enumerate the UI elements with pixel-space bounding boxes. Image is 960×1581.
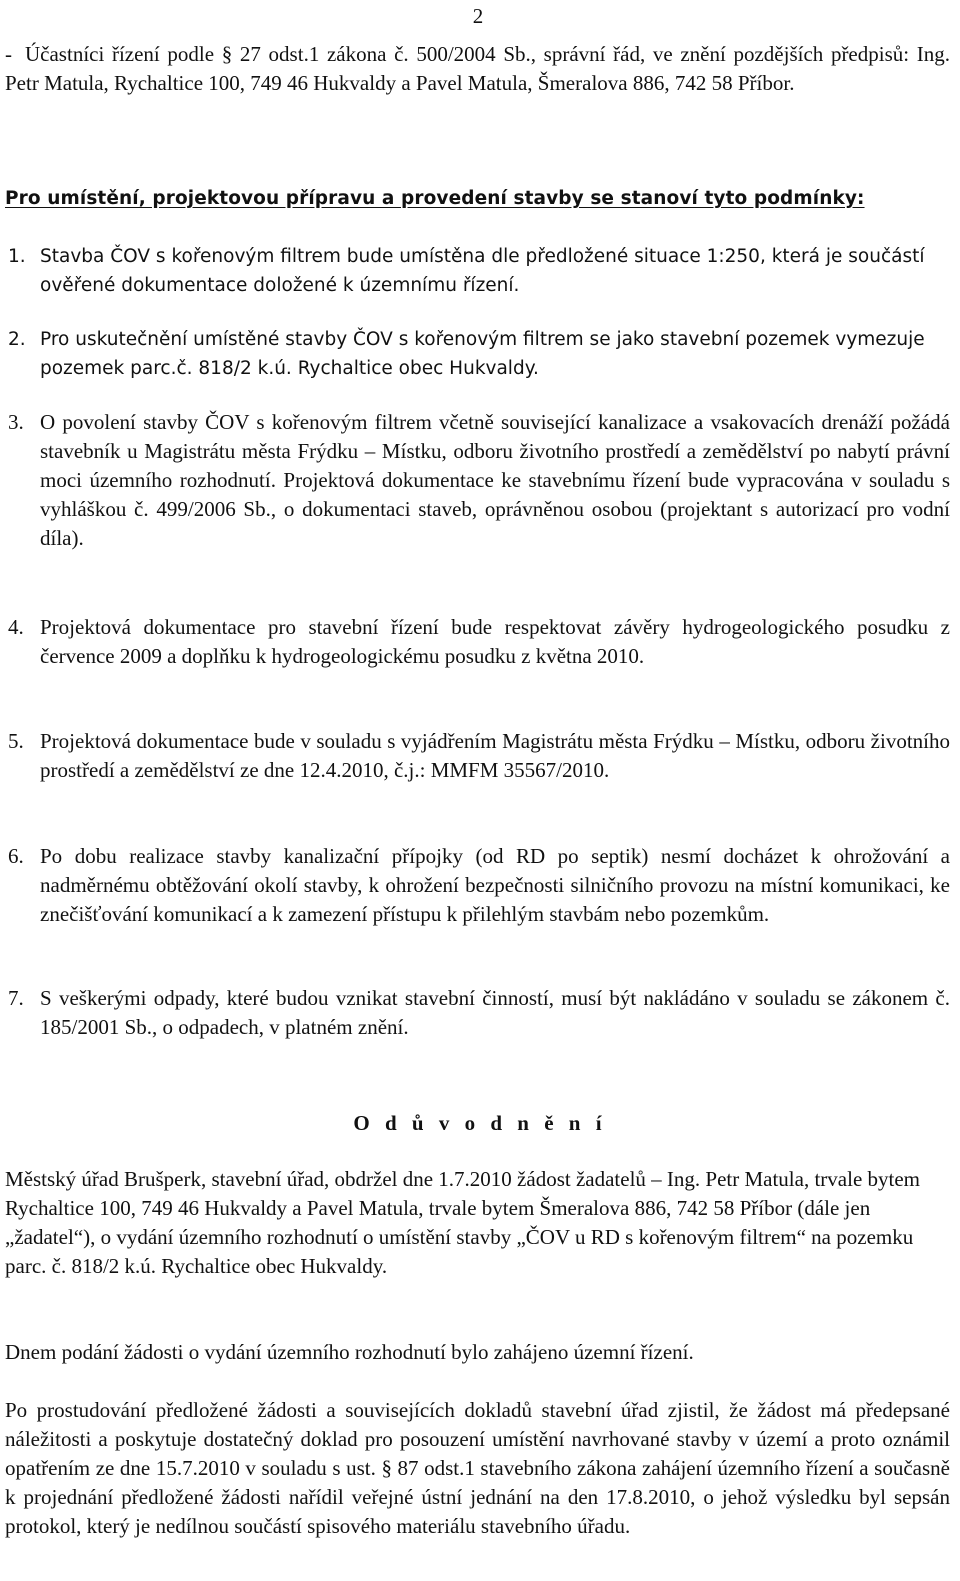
condition-text: Projektová dokumentace pro stavební řízení bude respektovat závěry hydrogeologického posudku z července 2009 a doplňku k hydrogeologickému posudku z května 2010. xyxy=(40,615,950,668)
justification-paragraph-1: Městský úřad Brušperk, stavební úřad, obdržel dne 1.7.2010 žádost žadatelů – Ing. Petr Matula, trvale bytem Rychaltice 100, 749 46 Hukvaldy a Pavel Matula, trvale bytem Šmeralova 886, 742 58 Příbor (dále jen „žadatel“), o vydání územního rozhodnutí o umístění stavby „ČOV u RD s kořenovým filtrem“ na pozemku parc. č. 818/2 k.ú. Rychaltice obec Hukvaldy. xyxy=(5,1167,921,1278)
page-number: 2 xyxy=(472,4,484,28)
condition-text: Pro uskutečnění umístěné stavby ČOV s kořenovým filtrem se jako stavební pozemek vymezuje pozemek parc.č. 818/2 k.ú. Rychaltice obec Hukvaldy. xyxy=(40,329,925,379)
justification-paragraph-2: Dnem podání žádosti o vydání územního rozhodnutí bylo zahájeno územní řízení. xyxy=(5,1340,694,1364)
condition-text: Po dobu realizace stavby kanalizační přípojky (od RD po septik) nesmí docházet k ohrožování a nadměrnému obtěžování okolí stavby, k ohrožení bezpečnosti silničního provozu na místní komunikaci, ke znečišťování komunikací a k zamezení přístupu k přilehlým stavbám nebo pozemkům. xyxy=(40,844,950,926)
participants-paragraph xyxy=(5,40,950,98)
conditions-heading: Pro umístění, projektovou přípravu a provedení stavby se stanoví tyto podmínky: xyxy=(5,188,865,209)
condition-text: O povolení stavby ČOV s kořenovým filtrem včetně související kanalizace a vsakovacích drenáží požádá stavebník u Magistrátu města Frýdku – Místku, odboru životního prostředí a zemědělství po nabytí právní moci územního rozhodnutí. Projektová dokumentace ke stavebnímu řízení bude vypracována v souladu s vyhláškou č. 499/2006 Sb., o dokumentaci staveb, oprávněnou osobou (projektant s autorizací pro vodní díla). xyxy=(40,410,950,550)
condition-number: 2. xyxy=(8,329,26,350)
condition-number: 6. xyxy=(8,844,24,868)
justification-title: O d ů v o d n ě n í xyxy=(353,1111,607,1135)
participants-text: Účastníci řízení podle § 27 odst.1 zákona č. 500/2004 Sb., správní řád, ve znění pozdějších předpisů: Ing. Petr Matula, Rychaltice 100, 749 46 Hukvaldy a Pavel Matula, Šmeralova 886, 742 58 Příbor. xyxy=(5,42,950,95)
condition-number: 7. xyxy=(8,986,24,1010)
condition-text: S veškerými odpady, které budou vznikat stavební činností, musí být nakládáno v souladu se zákonem č. 185/2001 Sb., o odpadech, v platném znění. xyxy=(40,986,950,1039)
condition-item-5 xyxy=(8,727,950,785)
condition-item-3 xyxy=(8,408,950,553)
condition-item-2 xyxy=(8,325,950,383)
condition-item-1 xyxy=(8,242,950,300)
condition-item-4 xyxy=(8,613,950,671)
list-dash: - xyxy=(5,42,12,66)
condition-number: 3. xyxy=(8,410,24,434)
justification-paragraph-3: Po prostudování předložené žádosti a souvisejících dokladů stavební úřad zjistil, že žádost má předepsané náležitosti a poskytuje dostatečný doklad pro posouzení umístění navrhované stavby v území a proto oznámil opatřením ze dne 15.7.2010 v souladu s ust. § 87 odst.1 stavebního zákona zahájení územního řízení a současně k projednání předložené žádosti nařídil veřejné ústní jednání na den 17.8.2010, o jehož výsledku byl sepsán protokol, který je nedílnou součástí spisového materiálu stavebního úřadu. xyxy=(5,1398,950,1538)
condition-number: 1. xyxy=(8,246,26,267)
condition-number: 4. xyxy=(8,615,24,639)
condition-item-7 xyxy=(8,984,950,1042)
condition-text: Projektová dokumentace bude v souladu s vyjádřením Magistrátu města Frýdku – Místku, odboru životního prostředí a zemědělství ze dne 12.4.2010, č.j.: MMFM 35567/2010. xyxy=(40,729,950,782)
condition-item-6 xyxy=(8,842,950,929)
condition-number: 5. xyxy=(8,729,24,753)
condition-text: Stavba ČOV s kořenovým filtrem bude umístěna dle předložené situace 1:250, která je součástí ověřené dokumentace doložené k územnímu řízení. xyxy=(40,246,925,296)
